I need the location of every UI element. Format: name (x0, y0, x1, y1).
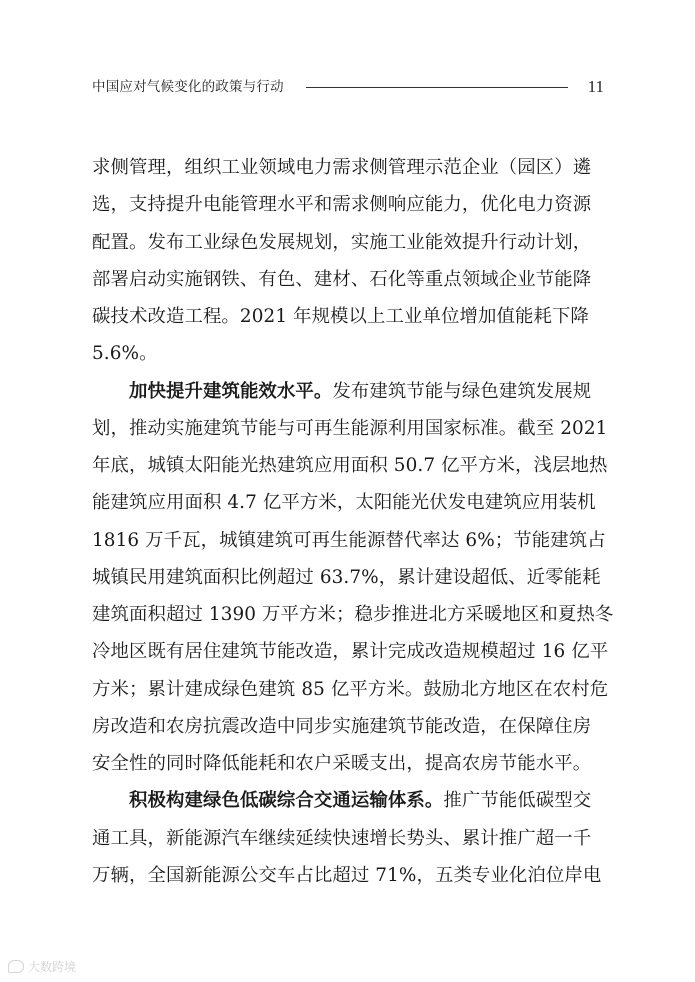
text-line: 房改造和农房抗震改造中同步实施建筑节能改造，在保障住房 (92, 715, 592, 737)
text-line: 通工具，新能源汽车继续延续快速增长势头、累计推广超一千 (92, 827, 592, 849)
body-text (92, 149, 614, 894)
header-rule (306, 87, 568, 88)
text-line: 配置。发布工业绿色发展规划，实施工业能效提升行动计划， (92, 231, 592, 253)
text-line: 城镇民用建筑面积比例超过 63.7%，累计建设超低、近零能耗 (92, 566, 601, 588)
text-line: 能建筑应用面积 4.7 亿平方米，太阳能光伏发电建筑应用装机 (92, 492, 596, 514)
text-line: 年底，城镇太阳能光热建筑应用面积 50.7 亿平方米，浅层地热 (92, 455, 608, 476)
paragraph-text: 推广节能低碳型交 (443, 790, 592, 812)
text-line: 选，支持提升电能管理水平和需求侧响应能力，优化电力资源 (92, 194, 592, 216)
text-line: 方米；累计建成绿色建筑 85 亿平方米。鼓励北方地区在农村危 (92, 678, 609, 700)
paragraph-lead-heading: 积极构建绿色低碳综合交通运输体系。 (129, 790, 444, 812)
chat-bubble-icon (8, 960, 24, 973)
text-line: 建筑面积超过 1390 万平方米；稳步推进北方采暖地区和夏热冬 (92, 604, 614, 625)
text-line: 5.6%。 (92, 343, 158, 365)
page-header (92, 78, 604, 98)
paragraph-first-line (92, 373, 607, 410)
running-header-title: 中国应对气候变化的政策与行动 (92, 79, 284, 95)
text-line: 求侧管理，组织工业领域电力需求侧管理示范企业（园区）遴 (92, 157, 592, 178)
text-line: 部署启动实施钢铁、有色、建材、石化等重点领域企业节能降 (92, 268, 592, 290)
text-line: 划，推动实施建筑节能与可再生能源利用国家标准。截至 2021 (92, 417, 608, 439)
page-number: 11 (587, 77, 604, 96)
text-line: 万辆，全国新能源公交车占比超过 71%，五类专业化泊位岸电 (92, 864, 602, 886)
paragraph-lead-heading: 加快提升建筑能效水平。 (129, 380, 333, 402)
text-line: 碳技术改造工程。2021 年规模以上工业单位增加值能耗下降 (92, 306, 589, 327)
watermark-text: 大数跨境 (28, 960, 77, 974)
watermark (8, 960, 76, 974)
text-line: 1816 万千瓦，城镇建筑可再生能源替代率达 6%；节能建筑占 (92, 529, 606, 551)
text-line: 冷地区既有居住建筑节能改造，累计完成改造规模超过 16 亿平 (92, 641, 609, 663)
text-line: 安全性的同时降低能耗和农户采暖支出，提高农房节能水平。 (92, 753, 592, 774)
paragraph-text: 发布建筑节能与绿色建筑发展规 (332, 380, 592, 402)
paragraph-first-line (92, 782, 607, 819)
